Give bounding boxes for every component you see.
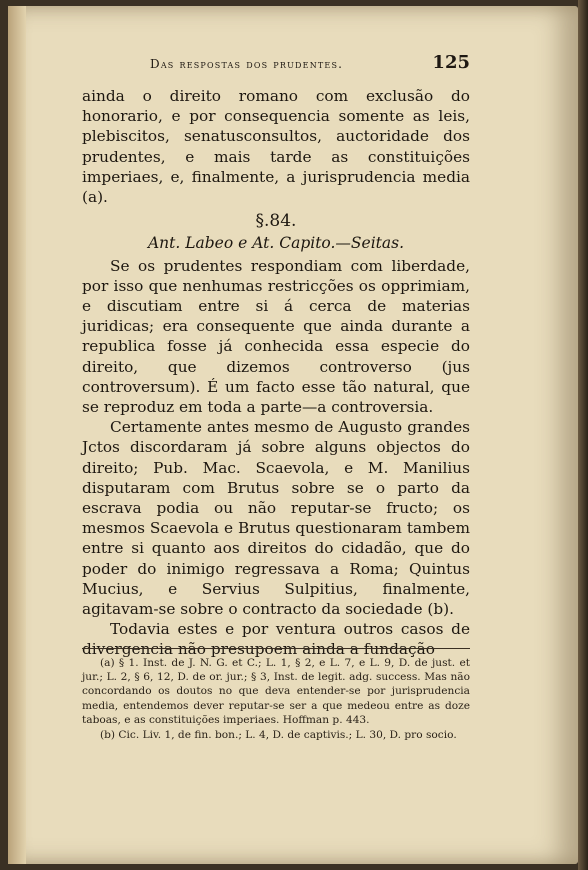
- page-header: [150, 52, 470, 76]
- running-title: Das respostas dos prudentes.: [150, 57, 344, 71]
- paragraph: Todavia estes e por ventura outros casos de divergencia não presupoem ainda a fundação: [82, 620, 470, 659]
- page-number: 125: [432, 52, 470, 73]
- section-number: §.84.: [255, 211, 297, 232]
- footnote-a: (a) § 1. Inst. de J. N. G. et C.; L. 1, § 2, e L. 7, e L. 9, D. de just. et jur.; L. 2, § 6, 12, D. de or. jur.; § 3, Inst. de legit. adg. success. Mas não concordando os doutos no que deva entender-se por jurisprudencia media, entendemos dever reputar-se ser a que medeou entre as doze taboas, e as constituições imperiaes. Hoffman p. 443.: [82, 657, 470, 726]
- page-gutter: [8, 6, 26, 864]
- paragraph: Se os prudentes respondiam com liberdade, por isso que nenhumas restricções os opprimiam, e discutiam entre si á cerca de materias juridicas; era consequente que ainda durante a republica fosse já conhecida essa especie do direito, que dizemos controverso (jus controversum). É um facto esse tão natural, que se reproduz em toda a parte—a controversia.: [82, 256, 470, 417]
- paragraph-continuation: ainda o direito romano com exclusão do honorario, e por consequencia somente as leis, plebiscitos, senatusconsultos, auctoridade dos prudentes, e mais tarde as constituições imperiaes, e, finalmente, a jurisprudencia media (a).: [82, 87, 470, 207]
- book-edge: [578, 0, 588, 870]
- footnote-divider: [82, 648, 470, 649]
- footnotes: [82, 656, 470, 742]
- paragraph: Certamente antes mesmo de Augusto grandes Jctos discordaram já sobre alguns objectos do direito; Pub. Mac. Scaevola, e M. Manilius disputaram com Brutus sobre se o parto da escrava podia ou não reputar-se fructo; os mesmos Scaevola e Brutus questionaram tambem entre si quanto aos direitos do cidadão, que do poder do inimigo regressava a Roma; Quintus Mucius, e Servius Sulpitius, finalmente, agitavam-se sobre o contracto da sociedade (b).: [82, 418, 470, 619]
- section-title: Ant. Labeo e At. Capito.—Seitas.: [147, 234, 405, 253]
- main-text: [82, 86, 470, 660]
- footnote-b: (b) Cic. Liv. 1, de fin. bon.; L. 4, D. de captivis.; L. 30, D. pro socio.: [100, 729, 457, 742]
